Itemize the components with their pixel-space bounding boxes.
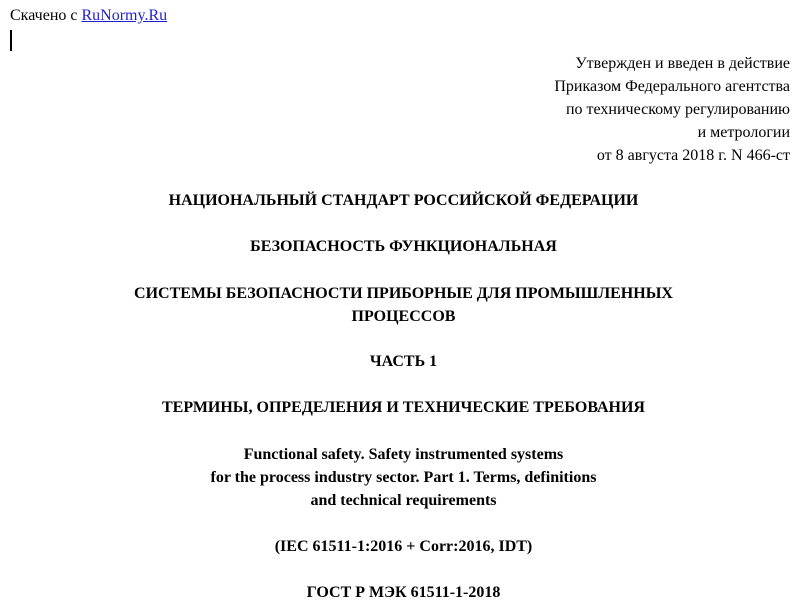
standard-type-heading: [0, 189, 807, 212]
standard-type-text: НАЦИОНАЛЬНЫЙ СТАНДАРТ РОССИЙСКОЙ ФЕДЕРАЦИИ: [168, 192, 639, 209]
iec-reference: [0, 535, 807, 558]
approval-line: по техническому регулированию: [565, 101, 790, 118]
subtitle-line: СИСТЕМЫ БЕЗОПАСНОСТИ ПРИБОРНЫЕ ДЛЯ ПРОМЫШЛЕННЫХ: [134, 285, 673, 302]
approval-block: [390, 52, 790, 167]
part-text: ЧАСТЬ 1: [369, 353, 438, 370]
approval-line: Приказом Федерального агентства: [554, 78, 790, 95]
subtitle-heading: [0, 282, 807, 328]
subtitle-line: ПРОЦЕССОВ: [351, 308, 456, 325]
gost-number: [0, 581, 807, 604]
main-title-text: БЕЗОПАСНОСТЬ ФУНКЦИОНАЛЬНАЯ: [250, 238, 557, 255]
english-title-line: and technical requirements: [310, 492, 497, 509]
downloaded-label: Скачено с: [10, 7, 78, 24]
english-title-line: for the process industry sector. Part 1. Terms, definitions: [210, 469, 597, 486]
approval-line: Утвержден и введен в действие: [575, 55, 790, 72]
main-title-heading: [0, 235, 807, 258]
source-site-link[interactable]: RuNormy.Ru: [81, 7, 168, 24]
part-title-text: ТЕРМИНЫ, ОПРЕДЕЛЕНИЯ И ТЕХНИЧЕСКИЕ ТРЕБОВАНИЯ: [162, 399, 645, 416]
part-heading: [0, 350, 807, 373]
approval-line: и метрологии: [697, 124, 790, 141]
part-title-heading: [0, 396, 807, 419]
gost-number-text: ГОСТ Р МЭК 61511-1-2018: [306, 584, 501, 601]
text-cursor: [10, 30, 12, 51]
english-title-line: Functional safety. Safety instrumented systems: [243, 446, 564, 463]
english-title-block: [0, 443, 807, 512]
iec-reference-text: (IEC 61511-1:2016 + Corr:2016, IDT): [274, 538, 533, 555]
download-source-line: [10, 6, 167, 26]
approval-line: от 8 августа 2018 г. N 466-ст: [596, 147, 790, 164]
